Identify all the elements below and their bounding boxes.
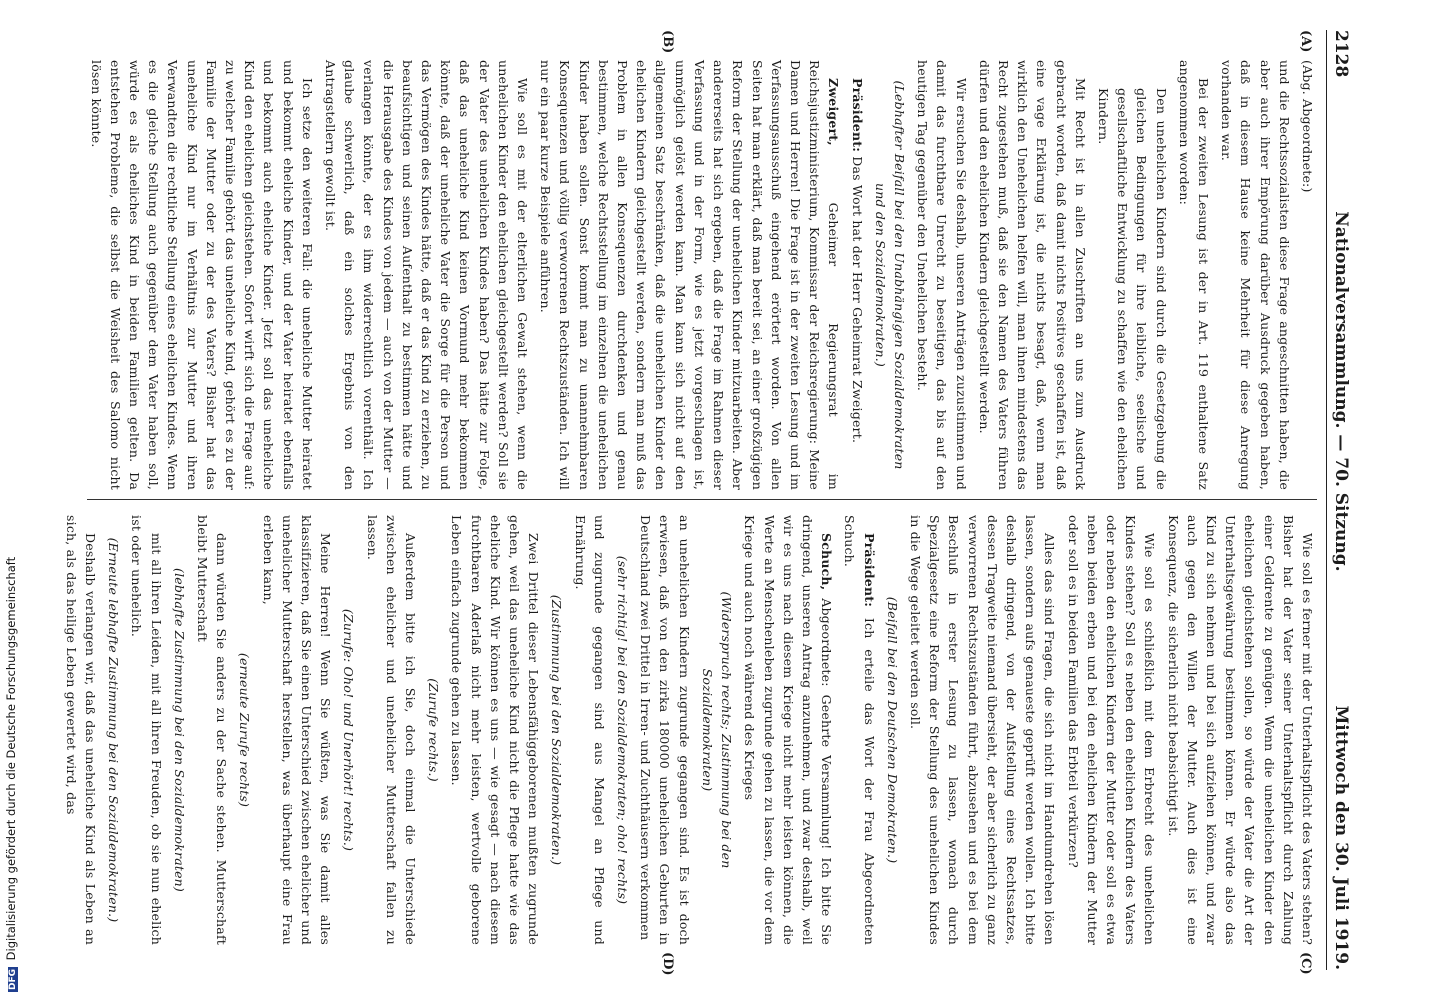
right-column (63, 515, 1317, 945)
printed-page (63, 0, 1375, 1000)
interjection: (Zustimmung bei den Sozialdemokraten.) (549, 594, 565, 866)
page-number: 2128 (1331, 30, 1351, 78)
paragraph: dann würden Sie anders zu der Sache stehen. Mutterschaft bleibt Mutterschaft (195, 515, 230, 945)
paragraph: (Abg. Abgeordnete:) (1300, 60, 1315, 193)
paragraph: Ich setze den weiteren Fall: die uneheliche Mutter heiratet und bekommt eheliche Kinder, und der Vater heiratet ebenfalls und bekommt auch eheliche Kinder. Jetzt soll das uneheliche Kind den ehelichen gleichstehen. Sofort wirft sich die Frage auf: zu welcher Familie gehört das uneheliche Kind, gehört es zu der Familie der Mutter oder zu der des Vaters? Bisher hat das uneheliche Kind nur im Verhältnis zur Mutter und ihren Verwandten die rechtliche Stellung eines ehelichen Kindes. Wenn es die gleiche Stellung auch gegenüber dem Vater haben soll, würde es als eheliches Kind in beiden Familien gelten. Da entstehen Probleme, die selbst die Weisheit des Salomo nicht lösen könnte. (88, 60, 315, 490)
interjection: (Beifall bei den Deutschen Demokraten.) (884, 596, 900, 864)
speech-text: Abgeordnete: Geehrte Versammlung! Ich bitte Sie dringend, unseren Antrag anzunehmen, und zwar deshalb, weil wir es uns nach diesem Kriege nicht mehr leisten können, die Werte an Menschenleben zugrunde gehen zu lassen, die vor dem Kriege und auch noch während des Krieges (742, 515, 835, 945)
speaker-name: Präsident: (849, 78, 865, 153)
interjection: (sehr richtig! bei den Sozialdemokraten; oho! rechts) (615, 555, 631, 905)
quoted-article: Den unehelichen Kindern sind durch die Gesetzgebung die gleichen Bedingungen für ihre leibliche, seelische und gesellschaftliche Entwicklung zu schaffen wie den ehelichen Kindern. (1095, 88, 1169, 490)
speech-text: Geheimer Regierungsrat im Reichsjustizministerium, Kommissar der Reichsregierung: Meine Damen und Herren! Die Frage ist in der zweiten Lesung und im Verfassungsausschuß eingehend erörtert worden. Von allen Seiten hat man erklärt, daß man bereit sei, an einer großzügigen Reform der Stellung der unehelichen Kinder mitzuarbeiten. Aber andererseits hat sich ergeben, daß die Frage im Rahmen dieser Verfassung und in der Form, wie es jetzt vorgeschlagen ist, unmöglich gelöst werden kann. Man kann sich nicht auf den allgemeinen Satz beschränken, daß die unehelichen Kinder den ehelichen Kindern gleichgestellt werden, sondern man muß das Problem in allen Konsequenzen durchdenken und genau bestimmen, welche Rechtsstellung im einzelnen die unehelichen Kinder haben sollen. Sonst kommt man zu unannehmbaren Konsequenzen und völlig verworrenen Rechtszuständen. Ich will nur ein paar kurze Beispiele anführen. (538, 60, 842, 490)
interjection: (Widerspruch rechts; Zustimmung bei den Sozialdemokraten) (699, 591, 735, 869)
session-date: Mittwoch den 30. Juli 1919. (1331, 705, 1351, 970)
interjection: (Zurufe rechts.) (426, 678, 442, 782)
digitization-credit (0, 0, 22, 1000)
paragraph: Bei der zweiten Lesung ist der in Art. 119 enthaltene Satz angenommen worden: (1176, 60, 1211, 490)
margin-mark-c: (C) (1298, 952, 1313, 975)
speaker-paragraph (847, 60, 866, 490)
paragraph: an unehelichen Kindern zugrunde gegangen sind. Es ist doch erwiesen, daß von den zirka 180000 unehelichen Geburten in Deutschland zwei Drittel in Irren- und Zuchthäusern verkommen (638, 515, 692, 945)
paragraph: und zugrunde gegangen sind aus Mangel an Pflege und Ernährung. (572, 515, 607, 945)
interjection: (Erneute lebhafte Zustimmung bei den Sozialdemokraten.) (106, 537, 122, 923)
speech-text: Das Wort hat der Herr Geheimrat Zweigert. (849, 156, 865, 444)
paragraph: Deshalb verlangen wir, daß das uneheliche Kind als Leben an sich, als das heilige Leben gewertet wird, das (63, 515, 99, 945)
column-divider (87, 499, 1317, 500)
interjection: (Lebhafter Beifall bei den Unabhängigen Sozialdemokraten und den Sozialdemokraten.) (872, 80, 907, 470)
page-header (1326, 30, 1355, 970)
paragraph: und die Rechtssozialisten diese Frage angeschnitten haben, die aber auch ihrer Empörung darüber Ausdruck gegeben haben, daß in diesem Hause keine Mehrheit für diese Anregung vorhanden war. (1219, 60, 1292, 490)
margin-mark-b: (B) (660, 30, 675, 54)
paragraph: Meine Herren! Wenn Sie wüßten, was Sie damit alles klassifizieren, daß Sie einen Unterschied zwischen ehelicher und unehelicher Mutterschaft herstellen, was überhaupt eine Frau erleben kann, (260, 515, 334, 945)
paragraph: Wie soll es schließlich mit dem Erbrecht des unehelichen Kindes stehen? Soll es neben den ehelichen Kindern des Vaters oder neben den ehelichen Kindern der Mutter oder soll es etwa neben beiden erben und bei den ehelichen Kindern der Mutter oder soll es in beiden Familien das Erbteil verkürzen? (1065, 515, 1158, 945)
margin-mark-a: (A) (1298, 30, 1313, 53)
page-title: Nationalversammlung. — 70. Sitzung. (1331, 211, 1351, 572)
speech-text: Ich erteile das Wort der Frau Abgeordneten Schuch. (842, 515, 877, 945)
speaker-name: Zweigert, (826, 78, 842, 146)
paragraph: Zwei Drittel dieser Lebensfähiggeborenen mußten zugrunde gehen, weil das uneheliche Kind nicht die Pflege hatte wie das eheliche Kind. Wir können es uns — wie gesagt — nach diesem furchtbaren Aderlaß nicht mehr leisten, wertvolle geborene Leben einfach zugrunde gehen zu lassen. (449, 515, 542, 945)
credit-text: Digitalisierung gefördert durch die Deutsche Forschungsgemeinschaft (4, 556, 18, 961)
left-column (88, 60, 1317, 490)
speaker-name: Präsident: (861, 533, 877, 608)
paragraph: mit all ihren Leiden, mit all ihren Freuden, ob sie nun ehelich ist oder unehelich. (129, 515, 164, 945)
interjection: (erneute Zurufe rechts) (237, 652, 253, 808)
paragraph: Mit Recht ist in allen Zuschriften an uns zum Ausdruck gebracht worden, daß damit nichts Positives geschaffen ist, daß eine vage Erklärung ist, die nichts besagt, daß, wenn man wirklich den Unehelichen helfen will, man ihnen mindestens das Recht zugestehen muß, daß sie den Namen des Vaters führen dürfen und den ehelichen Kindern gleichgestellt werden. (976, 60, 1088, 490)
paragraph: Wir ersuchen Sie deshalb, unseren Anträgen zuzustimmen und damit das furchtbare Unrecht zu beseitigen, das bis auf den heutigen Tag gegenüber den Unehelichen besteht. (915, 60, 969, 490)
paragraph: Alles das sind Fragen, die sich nicht im Handumdrehen lösen lassen, sondern aufs genaueste geprüft werden wollen. Ich bitte deshalb dringend, von der Aufstellung eines Rechtssatzes, dessen Tragweite niemand übersieht, der aber sicherlich zu ganz verworrenen Rechtszuständen führt, abzusehen und es bei dem Beschluß in erster Lesung zu lassen, wonach durch Spezialgesetz eine Reform der Stellung des unehelichen Kindes in die Wege geleitet werden soll. (907, 515, 1058, 945)
paragraph: Wie soll es mit der elterlichen Gewalt stehen, wenn die unehelichen Kinder den ehelichen gleichgestellt werden? Soll sie der Vater des unehelichen Kindes haben? Das hätte zur Folge, daß das uneheliche Kind keinen Vormund mehr bekommen könnte, daß der uneheliche Vater die Sorge für die Person und das Vermögen des Kindes hätte, daß er das Kind zu erziehen, zu beaufsichtigen und seinen Aufenthalt zu bestimmen hätte und die Herausgabe des Kindes von jedem — auch von der Mutter — verlangen könnte, der es ihm widerrechtlich vorenthält. Ich glaube schwerlich, daß ein solches Ergebnis von den Antragstellern gewollt ist. (323, 60, 531, 490)
speaker-paragraph (840, 515, 878, 945)
speaker-paragraph (740, 515, 836, 945)
interjection: (Zurufe: Oho! und Unerhört! rechts.) (341, 608, 357, 852)
interjection: (lebhafte Zustimmung bei den Sozialdemokraten) (171, 568, 187, 892)
dfg-logo: DFG (8, 968, 18, 990)
paragraph: Wie soll es ferner mit der Unterhaltspflicht des Vaters stehen? Bisher hat der Vater seiner Unterhaltspflicht durch Zahlung einer Geldrente zu genügen. Wenn die unehelichen Kinder den ehelichen gleichstehen sollen, so würde der Vater die Art der Unterhaltsgewährung bestimmen können. Er würde also das Kind zu sich nehmen und bei sich aufziehen können, und zwar auch gegen den Willen der Mutter. Auch dies ist eine Konsequenz, die sicherlich nicht beabsichtigt ist. (1165, 515, 1315, 945)
paragraph: Außerdem bitte ich Sie, doch einmal die Unterschiede zwischen ehelicher und unehelicher Mutterschaft fallen zu lassen. (364, 515, 419, 945)
margin-mark-d: (D) (660, 952, 675, 976)
speaker-paragraph (536, 60, 843, 490)
speaker-name: Schuch, (819, 533, 835, 591)
